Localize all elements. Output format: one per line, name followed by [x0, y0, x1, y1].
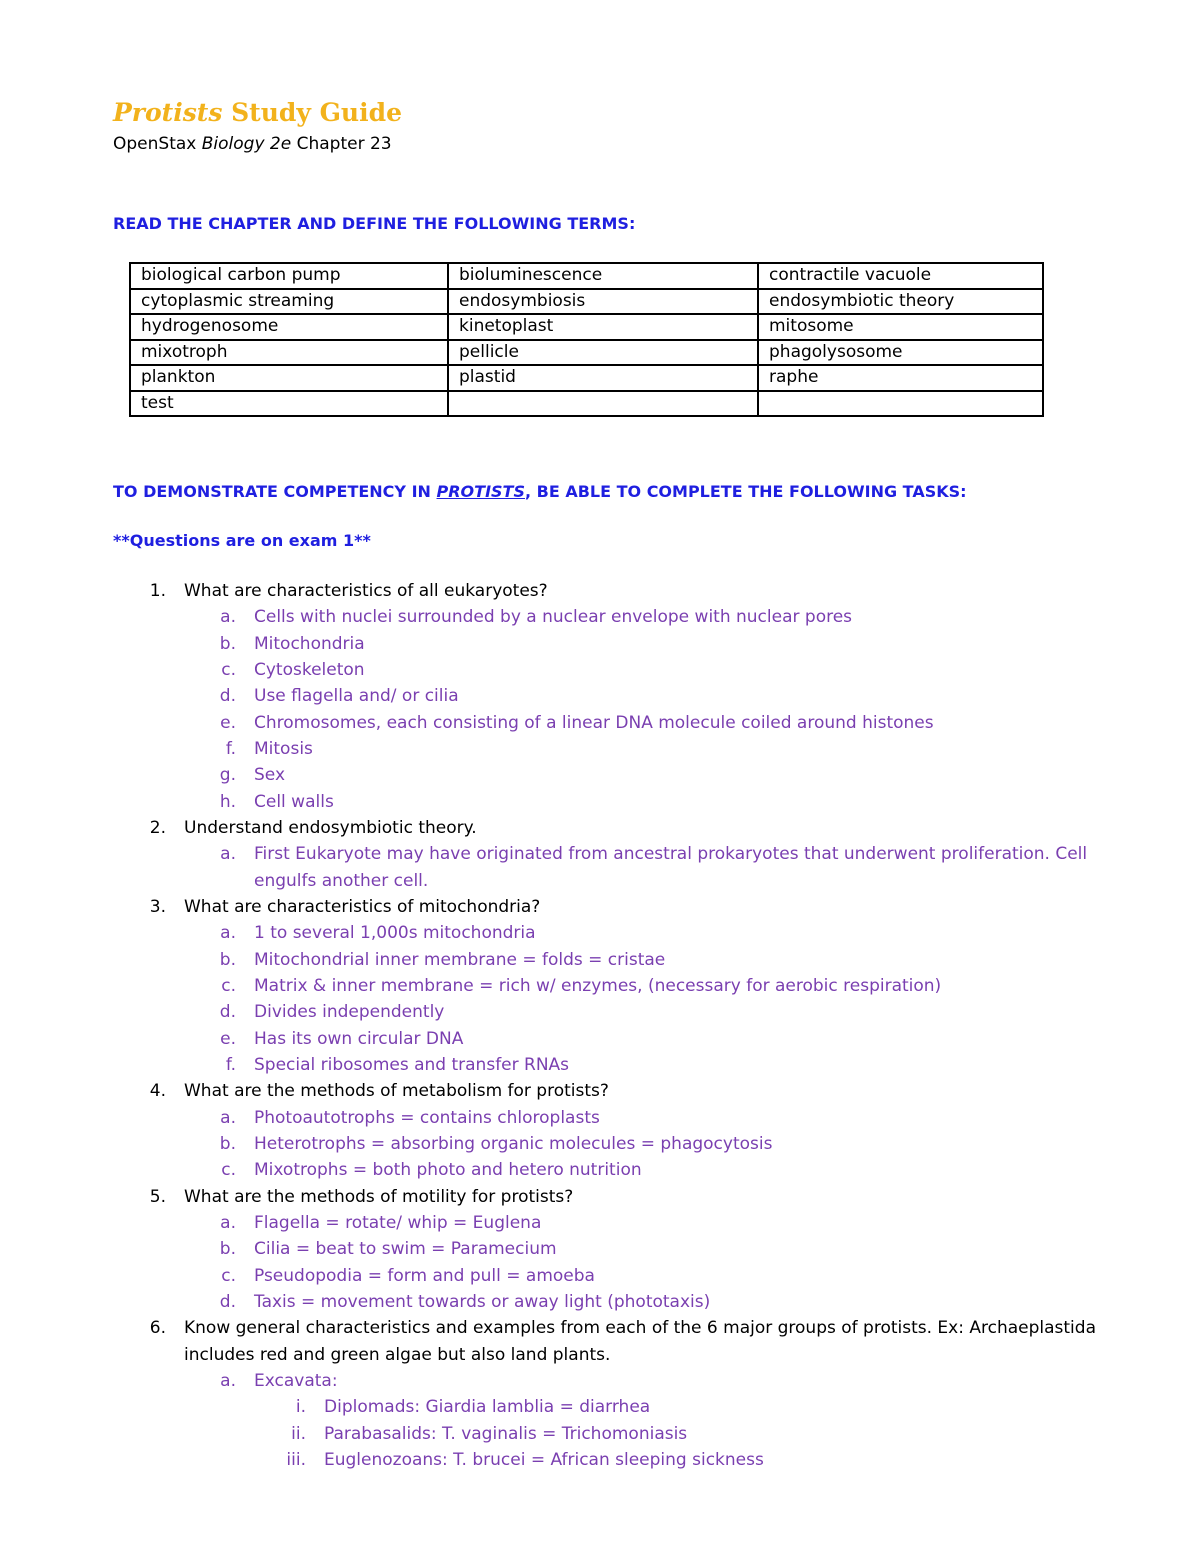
answer-item-marker: a. — [220, 1370, 236, 1391]
answer-item-marker: d. — [219, 1002, 236, 1023]
answer-item-marker: c. — [221, 1160, 236, 1181]
table-row — [130, 391, 1043, 417]
answer-item-marker: d. — [219, 686, 236, 707]
sub-answer-item-marker: i. — [295, 1397, 306, 1418]
answer-item: Matrix & inner membrane = rich w/ enzymes, (necessary for aerobic respiration) — [254, 975, 942, 996]
question-text: What are the methods of motility for protists? — [184, 1186, 574, 1207]
term-cell: hydrogenosome — [130, 314, 448, 340]
answer-item-marker: g. — [219, 765, 236, 786]
answer-item-marker: b. — [219, 1133, 236, 1154]
question-text: Understand endosymbiotic theory. — [184, 817, 477, 838]
answer-item: Cell walls — [254, 791, 334, 812]
answer-item-marker: d. — [219, 1291, 236, 1312]
answer-item: Mitochondrial inner membrane = folds = cristae — [254, 949, 666, 970]
term-cell: kinetoplast — [448, 314, 758, 340]
answer-item-marker: a. — [220, 1212, 236, 1233]
subtitle-post: Chapter 23 — [291, 134, 392, 154]
answer-item: Heterotrophs = absorbing organic molecules = phagocytosis — [254, 1133, 773, 1154]
tasks-heading-post: , BE ABLE TO COMPLETE THE FOLLOWING TASKS: — [524, 482, 967, 501]
exam-note: **Questions are on exam 1** — [113, 531, 371, 550]
protists-link[interactable]: PROTISTS — [436, 482, 525, 501]
answer-item: Cilia = beat to swim = Paramecium — [254, 1239, 557, 1260]
term-cell: mitosome — [758, 314, 1043, 340]
question-text: What are characteristics of all eukaryotes? — [184, 581, 548, 601]
page-title — [113, 98, 402, 127]
sub-answer-item: Euglenozoans: T. brucei = African sleeping sickness — [324, 1449, 764, 1470]
answer-item-marker: c. — [221, 1265, 236, 1286]
sub-answer-item: Parabasalids: T. vaginalis = Trichomoniasis — [324, 1423, 688, 1444]
answer-item-marker: f. — [225, 738, 236, 759]
subtitle-pre: OpenStax — [113, 134, 202, 154]
term-cell: test — [130, 391, 448, 417]
term-cell: endosymbiotic theory — [758, 289, 1043, 315]
answer-item-marker: e. — [220, 1028, 236, 1049]
answer-item: Chromosomes, each consisting of a linear DNA molecule coiled around histones — [254, 712, 934, 733]
table-row — [130, 289, 1043, 315]
table-row — [130, 340, 1043, 366]
answer-item: Mixotrophs = both photo and hetero nutrition — [254, 1160, 642, 1181]
answer-item: Photoautotrophs = contains chloroplasts — [254, 1107, 600, 1128]
question-text-marker: 3. — [149, 896, 166, 917]
answer-item: Divides independently — [254, 1002, 445, 1023]
table-row — [130, 314, 1043, 340]
answer-item-marker: a. — [220, 923, 236, 944]
answer-item: Sex — [254, 765, 286, 786]
term-cell: cytoplasmic streaming — [130, 289, 448, 315]
title-rest: Study Guide — [222, 98, 402, 127]
term-cell: raphe — [758, 365, 1043, 391]
answer-item-marker: b. — [219, 633, 236, 654]
question-text-marker: 1. — [149, 581, 166, 601]
term-cell: plankton — [130, 365, 448, 391]
question-text-marker: 2. — [149, 817, 166, 838]
question-text-marker: 5. — [149, 1186, 166, 1207]
answer-item-marker: c. — [221, 659, 236, 680]
answer-item: 1 to several 1,000s mitochondria — [254, 923, 536, 944]
answer-item-marker: e. — [220, 712, 236, 733]
table-row — [130, 263, 1043, 289]
term-cell: bioluminescence — [448, 263, 758, 289]
answer-item-marker: a. — [220, 844, 236, 865]
section-heading-terms: READ THE CHAPTER AND DEFINE THE FOLLOWING TERMS: — [113, 214, 636, 233]
answer-item-marker: h. — [219, 791, 236, 812]
answer-item-marker: b. — [219, 949, 236, 970]
answer-item: Has its own circular DNA — [254, 1028, 464, 1049]
term-cell — [448, 391, 758, 417]
answer-item: Special ribosomes and transfer RNAs — [254, 1054, 570, 1075]
term-cell: pellicle — [448, 340, 758, 366]
sub-answer-item-marker: iii. — [286, 1449, 306, 1470]
table-row — [130, 365, 1043, 391]
answer-item-marker: c. — [221, 975, 236, 996]
answer-item: Cytoskeleton — [254, 659, 365, 680]
subtitle-italic: Biology 2e — [201, 134, 292, 154]
answer-item: Use flagella and/ or cilia — [254, 686, 459, 707]
terms-table — [129, 262, 1044, 417]
term-cell — [758, 391, 1043, 417]
answer-item: Cells with nuclei surrounded by a nuclear envelope with nuclear pores — [254, 607, 853, 628]
question-text: What are the methods of metabolism for protists? — [184, 1081, 609, 1102]
question-text: Know general characteristics and examples from each of the 6 major groups of protists. Ex: Archaeplastida — [184, 1318, 1096, 1339]
question-text-cont: includes red and green algae but also land plants. — [184, 1344, 611, 1365]
term-cell: endosymbiosis — [448, 289, 758, 315]
section-heading-tasks — [113, 482, 967, 501]
answer-item: Pseudopodia = form and pull = amoeba — [254, 1265, 595, 1286]
term-cell: mixotroph — [130, 340, 448, 366]
answer-item: First Eukaryote may have originated from ancestral prokaryotes that underwent proliferation. Cell — [254, 844, 1088, 865]
question-text: What are characteristics of mitochondria? — [184, 896, 541, 917]
answer-item: Flagella = rotate/ whip = Euglena — [254, 1212, 542, 1233]
question-text-marker: 4. — [149, 1081, 166, 1102]
question-text-marker: 6. — [149, 1318, 166, 1339]
answer-item-marker: b. — [219, 1239, 236, 1260]
answer-item: Excavata: — [254, 1370, 338, 1391]
title-italic: Protists — [113, 98, 223, 127]
term-cell: biological carbon pump — [130, 263, 448, 289]
tasks-heading-pre: TO DEMONSTRATE COMPETENCY IN — [113, 482, 437, 501]
answer-item-marker: a. — [220, 607, 236, 628]
sub-answer-item: Diplomads: Giardia lamblia = diarrhea — [324, 1397, 651, 1418]
sub-answer-item-marker: ii. — [291, 1423, 306, 1444]
term-cell: contractile vacuole — [758, 263, 1043, 289]
answer-item-marker: a. — [220, 1107, 236, 1128]
answer-item-cont: engulfs another cell. — [254, 870, 429, 891]
answer-item-marker: f. — [225, 1054, 236, 1075]
page-subtitle — [113, 134, 392, 154]
answer-item: Mitochondria — [254, 633, 365, 654]
answer-item: Taxis = movement towards or away light (phototaxis) — [254, 1291, 711, 1312]
term-cell: plastid — [448, 365, 758, 391]
answer-item: Mitosis — [254, 738, 313, 759]
term-cell: phagolysosome — [758, 340, 1043, 366]
